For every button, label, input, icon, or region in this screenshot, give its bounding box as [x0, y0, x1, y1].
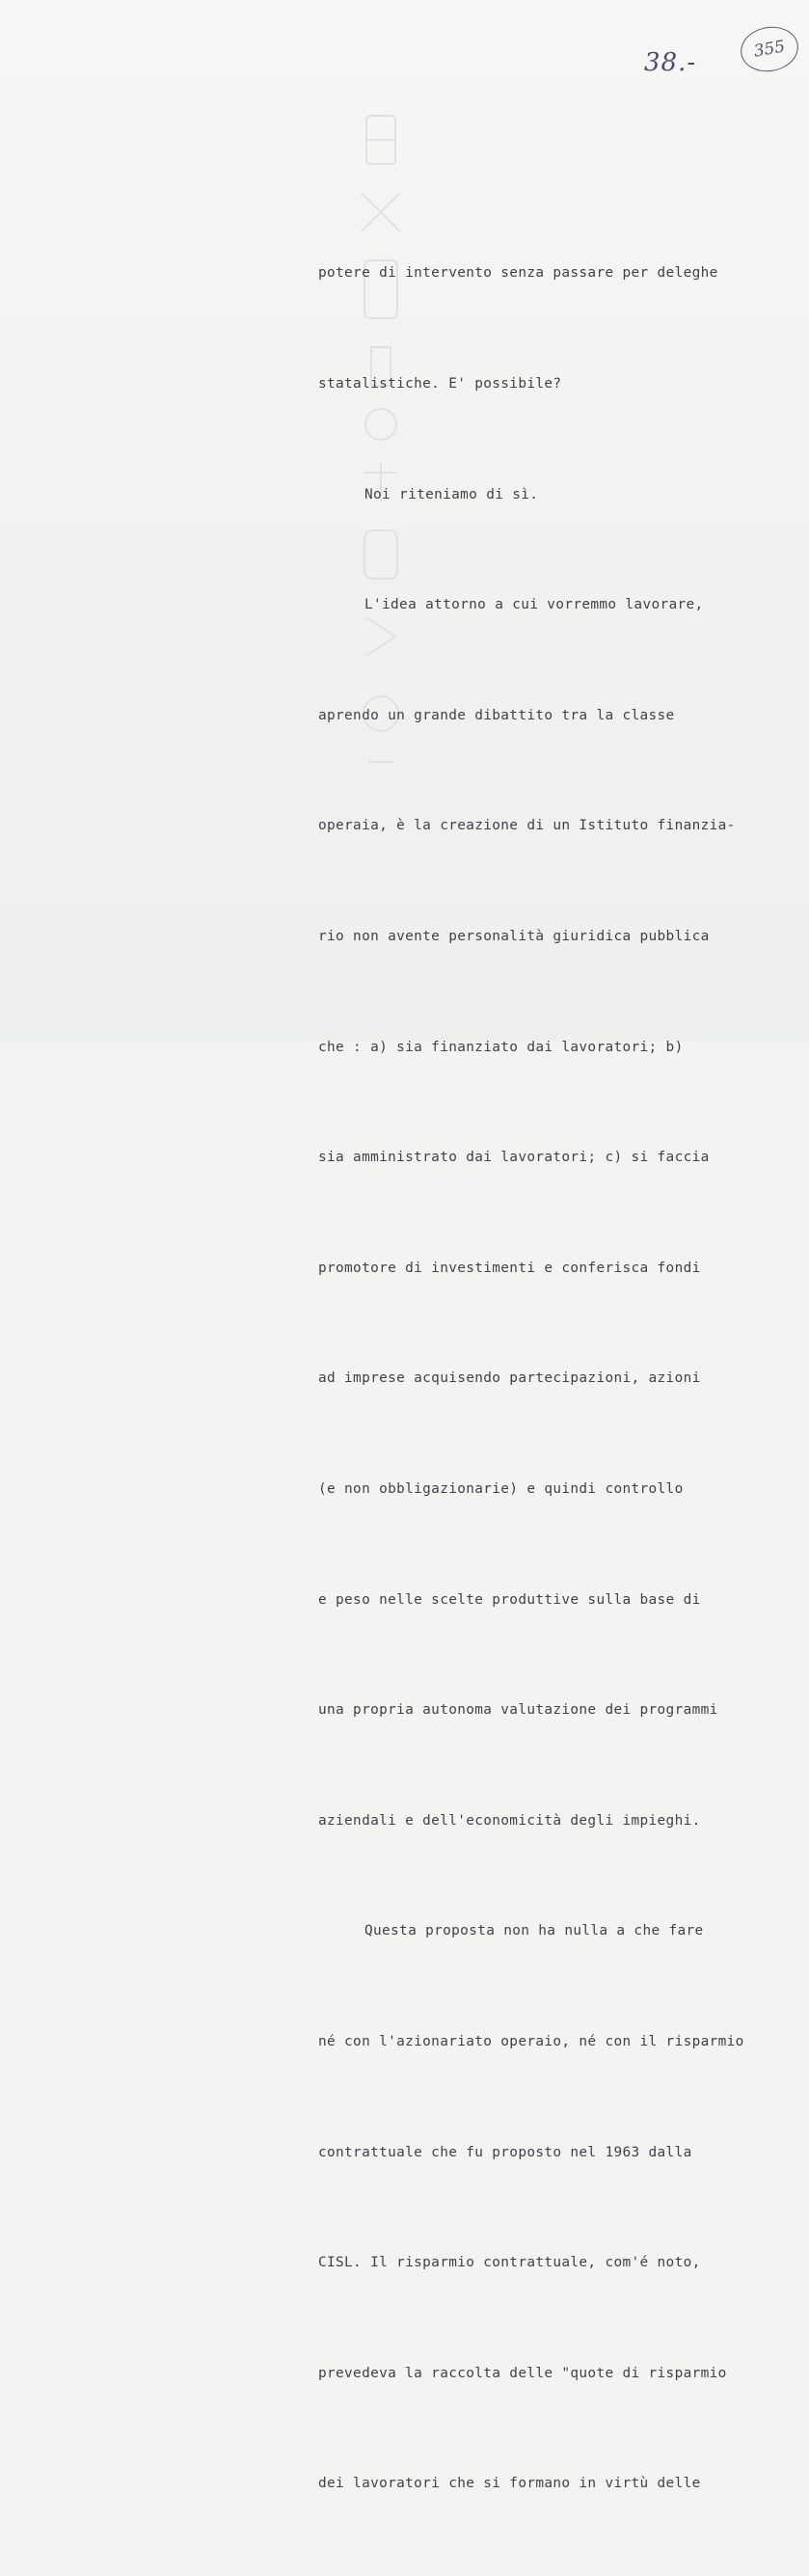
text-line: prevedeva la raccolta delle "quote di risparmio: [318, 2365, 727, 2381]
text-line: né con l'azionariato operaio, né con il risparmio: [318, 2033, 744, 2049]
text-line: aprendo un grande dibattito tra la classe: [318, 707, 675, 723]
text-line: contrattuale che fu proposto nel 1963 dalla: [318, 2144, 692, 2160]
archive-stamp: [737, 22, 801, 76]
text-line: operaia, è la creazione di un Istituto finanzia-: [318, 818, 736, 834]
text-line: statalistiche. E' possibile?: [318, 376, 562, 392]
text-line: Questa proposta non ha nulla a che fare: [364, 1923, 704, 1939]
text-line: L'idea attorno a cui vorremmo lavorare,: [364, 597, 704, 613]
text-line: una propria autonoma valutazione dei programmi: [318, 1702, 718, 1719]
text-line: che : a) sia finanziato dai lavoratori; b): [318, 1039, 684, 1055]
text-line: ad imprese acquisendo partecipazioni, azioni: [318, 1370, 701, 1387]
text-line: dei lavoratori che si formano in virtù delle: [318, 2476, 701, 2492]
archive-stamp-number: 355: [752, 37, 787, 62]
text-line: promotore di investimenti e conferisca fondi: [318, 1260, 701, 1276]
text-line: potere di intervento senza passare per deleghe: [318, 265, 718, 282]
handwritten-page-number: 38.-: [644, 48, 697, 77]
text-line: rio non avente personalità giuridica pubblica: [318, 928, 710, 944]
text-line: e peso nelle scelte produttive sulla base di: [318, 1591, 701, 1608]
text-line: (e non obbligazionarie) e quindi controllo: [318, 1480, 684, 1497]
text-line: sia amministrato dai lavoratori; c) si faccia: [318, 1150, 710, 1166]
text-line: CISL. Il risparmio contrattuale, com'é noto,: [318, 2255, 701, 2271]
typewritten-body: [318, 181, 800, 2576]
text-line: aziendali e dell'economicità degli impieghi.: [318, 1812, 701, 1829]
text-line: Noi riteniamo di sì.: [364, 486, 539, 502]
